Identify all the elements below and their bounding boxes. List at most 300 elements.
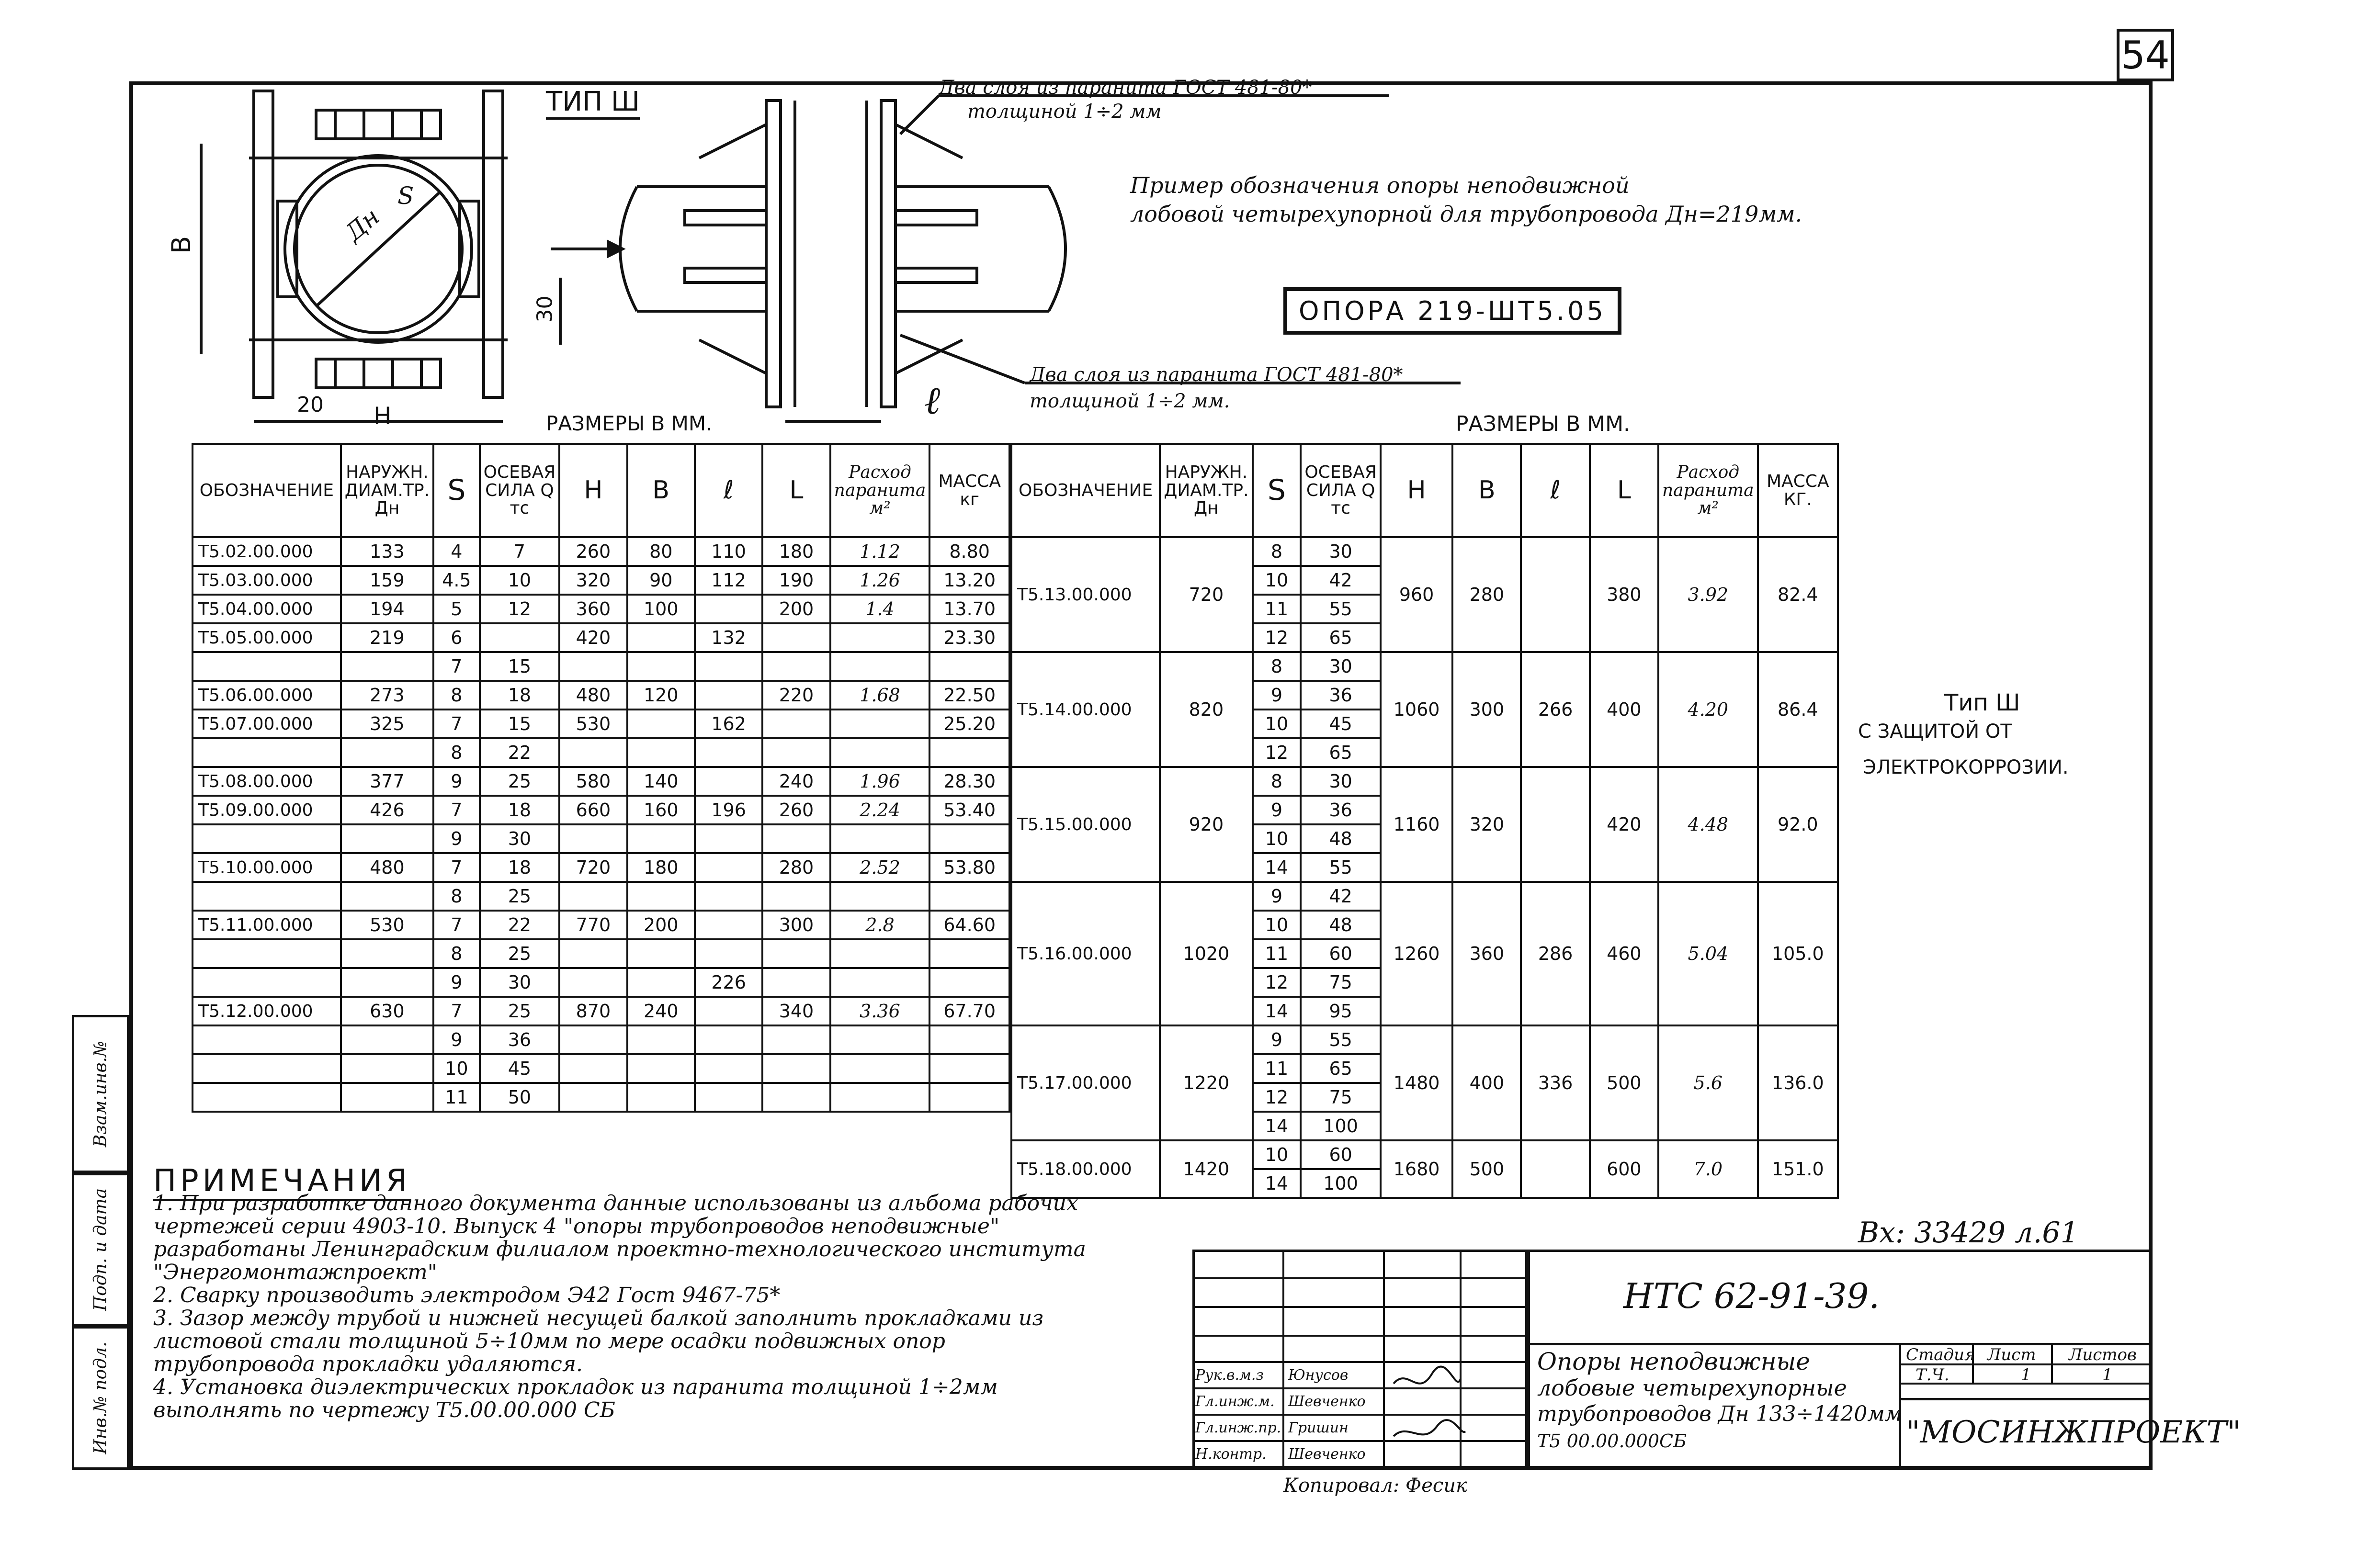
left-cell-par	[830, 824, 930, 853]
left-cell-q: 18	[480, 853, 560, 882]
right-header-designation: ОБОЗНАЧЕНИЕ	[1011, 444, 1160, 537]
right-cell-par: 7.0	[1658, 1140, 1758, 1198]
right-cell-h: 1480	[1381, 1025, 1452, 1140]
right-cell-s: 14	[1253, 1112, 1301, 1140]
right-cell-L: 420	[1590, 767, 1658, 882]
left-cell-b: 80	[627, 537, 695, 566]
dim-label-dn: Дн	[340, 203, 385, 247]
left-cell-des: Т5.06.00.000	[193, 681, 341, 710]
left-cell-l: 162	[695, 710, 762, 738]
left-cell-des: Т5.04.00.000	[193, 595, 341, 623]
left-cell-h: 480	[559, 681, 627, 710]
left-cell-l	[695, 681, 762, 710]
left-cell-l: 112	[695, 566, 762, 595]
right-cell-s: 14	[1253, 853, 1301, 882]
right-cell-q: 36	[1301, 796, 1381, 824]
table-row	[193, 623, 1009, 652]
left-cell-l	[695, 652, 762, 681]
left-cell-q: 36	[480, 1025, 560, 1054]
right-cell-q: 65	[1301, 1054, 1381, 1083]
left-cell-des: Т5.10.00.000	[193, 853, 341, 882]
left-cell-q: 45	[480, 1054, 560, 1083]
left-header-b: В	[627, 444, 695, 537]
side-note-line3: ЭЛЕКТРОКОРРОЗИИ.	[1863, 756, 2069, 778]
right-cell-s: 10	[1253, 911, 1301, 939]
right-cell-par: 5.04	[1658, 882, 1758, 1025]
example-line2: лобовой четырехупорной для трубопровода Дн=219мм.	[1130, 201, 1802, 227]
role-1: Рук.в.м.з	[1195, 1367, 1264, 1384]
right-cell-L: 500	[1590, 1025, 1658, 1140]
sizes-label-right: РАЗМЕРЫ В ММ.	[1456, 412, 1631, 436]
left-header-h: Н	[559, 444, 627, 537]
left-cell-L: 240	[762, 767, 830, 796]
left-cell-des	[193, 1083, 341, 1112]
right-cell-dn: 920	[1160, 767, 1252, 882]
left-cell-par	[830, 652, 930, 681]
left-cell-m	[929, 968, 1009, 997]
signatures	[1389, 1364, 1528, 1465]
right-cell-s: 12	[1253, 1083, 1301, 1112]
left-cell-dn: 426	[341, 796, 433, 824]
left-cell-dn: 530	[341, 911, 433, 939]
table-row	[193, 1083, 1009, 1112]
left-cell-dn: 133	[341, 537, 433, 566]
right-cell-l	[1521, 537, 1589, 652]
left-cell-l	[695, 1054, 762, 1083]
left-cell-q: 7	[480, 537, 560, 566]
right-header-h: Н	[1381, 444, 1452, 537]
left-cell-s: 7	[433, 853, 480, 882]
right-cell-q: 95	[1301, 997, 1381, 1025]
right-header-mass: МАССА КГ.	[1758, 444, 1838, 537]
left-cell-b	[627, 652, 695, 681]
name-1: Юнусов	[1288, 1367, 1349, 1384]
left-cell-l	[695, 997, 762, 1025]
right-cell-m: 136.0	[1758, 1025, 1838, 1140]
left-cell-b	[627, 968, 695, 997]
name-3: Гришин	[1288, 1419, 1349, 1436]
left-cell-h	[559, 939, 627, 968]
left-cell-dn: 480	[341, 853, 433, 882]
left-cell-b: 200	[627, 911, 695, 939]
example-stamp: ОПОРА 219-ШТ5.05	[1283, 287, 1621, 335]
left-cell-m: 67.70	[929, 997, 1009, 1025]
left-cell-s: 5	[433, 595, 480, 623]
notes-title: ПРИМЕЧАНИЯ	[153, 1163, 411, 1201]
callout-top-line2: толщиной 1÷2 мм	[967, 101, 1162, 123]
left-cell-q: 18	[480, 796, 560, 824]
left-cell-L: 280	[762, 853, 830, 882]
side-note-line1: Тип Ш	[1944, 689, 2020, 716]
right-cell-b: 500	[1452, 1140, 1521, 1198]
stage-value: Т.Ч.	[1915, 1365, 1949, 1385]
strip-sign-date: Подп. и дата	[72, 1173, 129, 1326]
left-cell-h: 660	[559, 796, 627, 824]
left-cell-m	[929, 882, 1009, 911]
left-cell-des	[193, 824, 341, 853]
left-cell-L	[762, 824, 830, 853]
left-table-body	[193, 537, 1009, 1112]
right-cell-s: 8	[1253, 767, 1301, 796]
left-cell-dn	[341, 882, 433, 911]
table-row	[1011, 767, 1838, 796]
left-cell-b: 100	[627, 595, 695, 623]
left-cell-dn	[341, 1054, 433, 1083]
right-cell-q: 65	[1301, 623, 1381, 652]
left-cell-s: 7	[433, 710, 480, 738]
left-cell-m: 25.20	[929, 710, 1009, 738]
right-cell-q: 30	[1301, 537, 1381, 566]
left-cell-h	[559, 1054, 627, 1083]
left-cell-L	[762, 710, 830, 738]
left-cell-l	[695, 1083, 762, 1112]
side-note-line2: С ЗАЩИТОЙ ОТ	[1858, 721, 2012, 743]
right-cell-q: 36	[1301, 681, 1381, 710]
left-cell-s: 4.5	[433, 566, 480, 595]
left-cell-q: 15	[480, 652, 560, 681]
left-cell-L	[762, 1054, 830, 1083]
table-row	[193, 911, 1009, 939]
left-cell-des: Т5.08.00.000	[193, 767, 341, 796]
doc-code: НТС 62-91-39.	[1623, 1276, 1880, 1316]
left-cell-q: 25	[480, 997, 560, 1025]
table-row	[193, 939, 1009, 968]
left-cell-b	[627, 824, 695, 853]
left-cell-b: 120	[627, 681, 695, 710]
left-cell-L	[762, 968, 830, 997]
left-cell-par	[830, 882, 930, 911]
role-3: Гл.инж.пр.	[1195, 1419, 1281, 1436]
right-cell-q: 60	[1301, 1140, 1381, 1169]
left-table-header-row	[193, 444, 1009, 537]
left-cell-h	[559, 1025, 627, 1054]
right-cell-s: 9	[1253, 1025, 1301, 1054]
left-cell-s: 4	[433, 537, 480, 566]
right-cell-q: 55	[1301, 853, 1381, 882]
right-cell-h: 960	[1381, 537, 1452, 652]
title-line3: трубопроводов Дн 133÷1420мм	[1537, 1402, 1903, 1426]
right-cell-dn: 820	[1160, 652, 1252, 767]
left-cell-L	[762, 623, 830, 652]
left-cell-par: 3.36	[830, 997, 930, 1025]
left-cell-q: 22	[480, 738, 560, 767]
table-row	[193, 824, 1009, 853]
left-cell-L: 190	[762, 566, 830, 595]
left-cell-s: 8	[433, 939, 480, 968]
right-cell-s: 12	[1253, 738, 1301, 767]
left-cell-dn	[341, 1083, 433, 1112]
right-cell-q: 30	[1301, 652, 1381, 681]
right-header-s: S	[1253, 444, 1301, 537]
left-cell-m	[929, 939, 1009, 968]
right-cell-b: 400	[1452, 1025, 1521, 1140]
table-row	[193, 1054, 1009, 1083]
left-cell-s: 10	[433, 1054, 480, 1083]
right-cell-des: Т5.16.00.000	[1011, 882, 1160, 1025]
note-item-3: 3. Зазор между трубой и нижней несущей балкой заполнить прокладками из листовой стали толщиной 5÷10мм по мере осадки подвижных опор трубопровода прокладки удаляются.	[153, 1306, 1044, 1376]
left-cell-L	[762, 738, 830, 767]
left-cell-dn: 630	[341, 997, 433, 1025]
right-cell-s: 9	[1253, 681, 1301, 710]
right-cell-s: 14	[1253, 1169, 1301, 1198]
dim-label-h: Н	[374, 402, 392, 430]
left-cell-par	[830, 939, 930, 968]
left-cell-q: 15	[480, 710, 560, 738]
left-cell-dn: 194	[341, 595, 433, 623]
left-cell-s: 9	[433, 767, 480, 796]
left-cell-s: 7	[433, 796, 480, 824]
right-cell-m: 92.0	[1758, 767, 1838, 882]
title-line1: Опоры неподвижные	[1537, 1348, 1810, 1375]
left-cell-s: 6	[433, 623, 480, 652]
left-cell-L: 300	[762, 911, 830, 939]
note-item-2: 2. Сварку производить электродом Э42 Гост 9467-75*	[153, 1283, 781, 1307]
left-cell-l	[695, 767, 762, 796]
left-cell-b	[627, 1054, 695, 1083]
dim-label-s: S	[397, 182, 414, 210]
title-line2: лобовые четырехупорные	[1537, 1375, 1847, 1401]
left-cell-h: 320	[559, 566, 627, 595]
table-row	[193, 595, 1009, 623]
left-cell-l	[695, 1025, 762, 1054]
page-number: 54	[2117, 29, 2174, 81]
right-cell-l	[1521, 767, 1589, 882]
left-cell-l: 196	[695, 796, 762, 824]
left-cell-dn	[341, 824, 433, 853]
table-row	[193, 853, 1009, 882]
left-cell-q: 25	[480, 767, 560, 796]
right-cell-b: 360	[1452, 882, 1521, 1025]
left-cell-h	[559, 882, 627, 911]
table-row	[1011, 1140, 1838, 1169]
right-cell-s: 8	[1253, 537, 1301, 566]
right-cell-par: 3.92	[1658, 537, 1758, 652]
left-cell-b	[627, 623, 695, 652]
left-cell-dn: 377	[341, 767, 433, 796]
left-cell-des: Т5.07.00.000	[193, 710, 341, 738]
table-row	[193, 882, 1009, 911]
table-row	[193, 652, 1009, 681]
copied-by: Копировал: Фесик	[1283, 1475, 1467, 1497]
left-cell-b	[627, 738, 695, 767]
left-cell-s: 7	[433, 911, 480, 939]
left-cell-L: 260	[762, 796, 830, 824]
title-block	[1192, 1250, 2241, 1470]
left-header-mass: МАССА кг	[929, 444, 1009, 537]
left-cell-L	[762, 882, 830, 911]
left-cell-l: 132	[695, 623, 762, 652]
right-cell-s: 8	[1253, 652, 1301, 681]
left-cell-b: 160	[627, 796, 695, 824]
table-row	[193, 566, 1009, 595]
right-cell-b: 280	[1452, 537, 1521, 652]
left-cell-m: 23.30	[929, 623, 1009, 652]
left-header-force: ОСЕВАЯ СИЛА Q тс	[480, 444, 560, 537]
right-cell-s: 10	[1253, 824, 1301, 853]
note-item-4: 4. Установка диэлектрических прокладок из паранита толщиной 1÷2мм выполнять по чертежу Т5.00.00.000 СБ	[153, 1375, 998, 1422]
left-cell-L: 220	[762, 681, 830, 710]
left-cell-m	[929, 652, 1009, 681]
left-cell-h: 870	[559, 997, 627, 1025]
left-cell-q: 10	[480, 566, 560, 595]
right-cell-q: 30	[1301, 767, 1381, 796]
left-cell-des: Т5.02.00.000	[193, 537, 341, 566]
left-cell-par	[830, 1054, 930, 1083]
left-cell-q: 25	[480, 882, 560, 911]
left-header-paronite: Расход паранита м²	[830, 444, 930, 537]
left-cell-h: 260	[559, 537, 627, 566]
left-cell-h: 420	[559, 623, 627, 652]
left-cell-b	[627, 1083, 695, 1112]
left-cell-l	[695, 939, 762, 968]
left-cell-dn	[341, 968, 433, 997]
left-cell-h	[559, 738, 627, 767]
right-cell-l: 286	[1521, 882, 1589, 1025]
left-cell-l	[695, 911, 762, 939]
left-cell-des	[193, 939, 341, 968]
table-row	[1011, 1025, 1838, 1054]
right-cell-s: 11	[1253, 1054, 1301, 1083]
right-cell-b: 320	[1452, 767, 1521, 882]
title-line4: Т5 00.00.000СБ	[1537, 1430, 1687, 1452]
table-row	[1011, 882, 1838, 911]
left-cell-h: 720	[559, 853, 627, 882]
left-cell-s: 7	[433, 997, 480, 1025]
dim-label-l: ℓ	[924, 378, 941, 423]
right-cell-q: 65	[1301, 738, 1381, 767]
right-cell-L: 380	[1590, 537, 1658, 652]
left-cell-s: 7	[433, 652, 480, 681]
left-cell-b	[627, 939, 695, 968]
left-cell-h: 360	[559, 595, 627, 623]
left-cell-dn: 159	[341, 566, 433, 595]
left-cell-par: 2.8	[830, 911, 930, 939]
right-cell-q: 48	[1301, 911, 1381, 939]
left-cell-dn	[341, 1025, 433, 1054]
right-cell-s: 11	[1253, 595, 1301, 623]
dim-label-b: В	[166, 236, 197, 254]
sheets-value: 1	[2102, 1365, 2113, 1385]
name-4: Шевченко	[1288, 1446, 1366, 1463]
right-cell-m: 86.4	[1758, 652, 1838, 767]
dim-label-20: 20	[297, 393, 324, 417]
left-cell-par: 1.26	[830, 566, 930, 595]
right-cell-m: 82.4	[1758, 537, 1838, 652]
table-row	[193, 537, 1009, 566]
right-cell-L: 400	[1590, 652, 1658, 767]
left-cell-des	[193, 738, 341, 767]
callout-bottom-line2: толщиной 1÷2 мм.	[1030, 390, 1230, 412]
table-row	[193, 738, 1009, 767]
left-cell-par	[830, 968, 930, 997]
left-cell-h: 530	[559, 710, 627, 738]
left-cell-L	[762, 1025, 830, 1054]
right-header-diameter: НАРУЖН. ДИАМ.ТР. Дн	[1160, 444, 1252, 537]
sizes-label-left: РАЗМЕРЫ В ММ.	[546, 412, 713, 435]
left-cell-par	[830, 1083, 930, 1112]
left-header-diameter: НАРУЖН. ДИАМ.ТР. Дн	[341, 444, 433, 537]
left-cell-des	[193, 882, 341, 911]
table-row	[193, 710, 1009, 738]
left-cell-h: 580	[559, 767, 627, 796]
right-cell-q: 100	[1301, 1169, 1381, 1198]
left-cell-par: 1.4	[830, 595, 930, 623]
callout-bottom-line1: Два слоя из паранита ГОСТ 481-80*	[1030, 364, 1403, 386]
right-cell-q: 42	[1301, 566, 1381, 595]
table-row	[193, 681, 1009, 710]
left-cell-m: 22.50	[929, 681, 1009, 710]
right-cell-des: Т5.18.00.000	[1011, 1140, 1160, 1198]
left-cell-l	[695, 853, 762, 882]
left-cell-L	[762, 652, 830, 681]
left-cell-par: 2.24	[830, 796, 930, 824]
left-cell-m	[929, 824, 1009, 853]
left-cell-par	[830, 710, 930, 738]
left-cell-des	[193, 1054, 341, 1083]
left-cell-q	[480, 623, 560, 652]
left-cell-l: 110	[695, 537, 762, 566]
sheets-label: Листов	[2069, 1345, 2137, 1364]
right-cell-q: 48	[1301, 824, 1381, 853]
left-cell-m: 53.80	[929, 853, 1009, 882]
right-cell-s: 9	[1253, 796, 1301, 824]
table-row	[193, 968, 1009, 997]
right-cell-s: 9	[1253, 882, 1301, 911]
left-cell-par: 1.96	[830, 767, 930, 796]
left-cell-s: 8	[433, 882, 480, 911]
left-cell-L: 200	[762, 595, 830, 623]
right-cell-par: 4.48	[1658, 767, 1758, 882]
left-cell-m	[929, 1083, 1009, 1112]
left-cell-par	[830, 738, 930, 767]
left-cell-l	[695, 738, 762, 767]
right-cell-dn: 720	[1160, 537, 1252, 652]
right-cell-des: Т5.14.00.000	[1011, 652, 1160, 767]
left-cell-m: 13.20	[929, 566, 1009, 595]
left-cell-m: 53.40	[929, 796, 1009, 824]
right-cell-l: 266	[1521, 652, 1589, 767]
right-cell-par: 5.6	[1658, 1025, 1758, 1140]
left-cell-L	[762, 1083, 830, 1112]
inventory-mark: Вх: 33429 л.61	[1858, 1216, 2079, 1250]
right-cell-s: 12	[1253, 623, 1301, 652]
left-cell-h	[559, 968, 627, 997]
role-2: Гл.инж.м.	[1195, 1393, 1275, 1410]
left-cell-m: 8.80	[929, 537, 1009, 566]
right-cell-s: 11	[1253, 939, 1301, 968]
right-cell-q: 55	[1301, 1025, 1381, 1054]
strip-instead-inv: Взам.инв.№	[72, 1015, 129, 1173]
stage-label: Стадия	[1906, 1345, 1975, 1364]
left-cell-des: Т5.12.00.000	[193, 997, 341, 1025]
right-cell-dn: 1220	[1160, 1025, 1252, 1140]
left-cell-des	[193, 968, 341, 997]
left-cell-q: 30	[480, 824, 560, 853]
table-row	[193, 1025, 1009, 1054]
right-header-paronite: Расход паранита м²	[1658, 444, 1758, 537]
left-cell-par: 1.12	[830, 537, 930, 566]
right-cell-q: 42	[1301, 882, 1381, 911]
right-cell-h: 1060	[1381, 652, 1452, 767]
right-cell-m: 105.0	[1758, 882, 1838, 1025]
left-cell-par	[830, 623, 930, 652]
organization: "МОСИНЖПРОЕКТ"	[1906, 1415, 2241, 1450]
table-row	[1011, 652, 1838, 681]
right-cell-L: 460	[1590, 882, 1658, 1025]
left-header-len: L	[762, 444, 830, 537]
left-header-s: S	[433, 444, 480, 537]
sheet-value: 1	[2021, 1365, 2031, 1385]
